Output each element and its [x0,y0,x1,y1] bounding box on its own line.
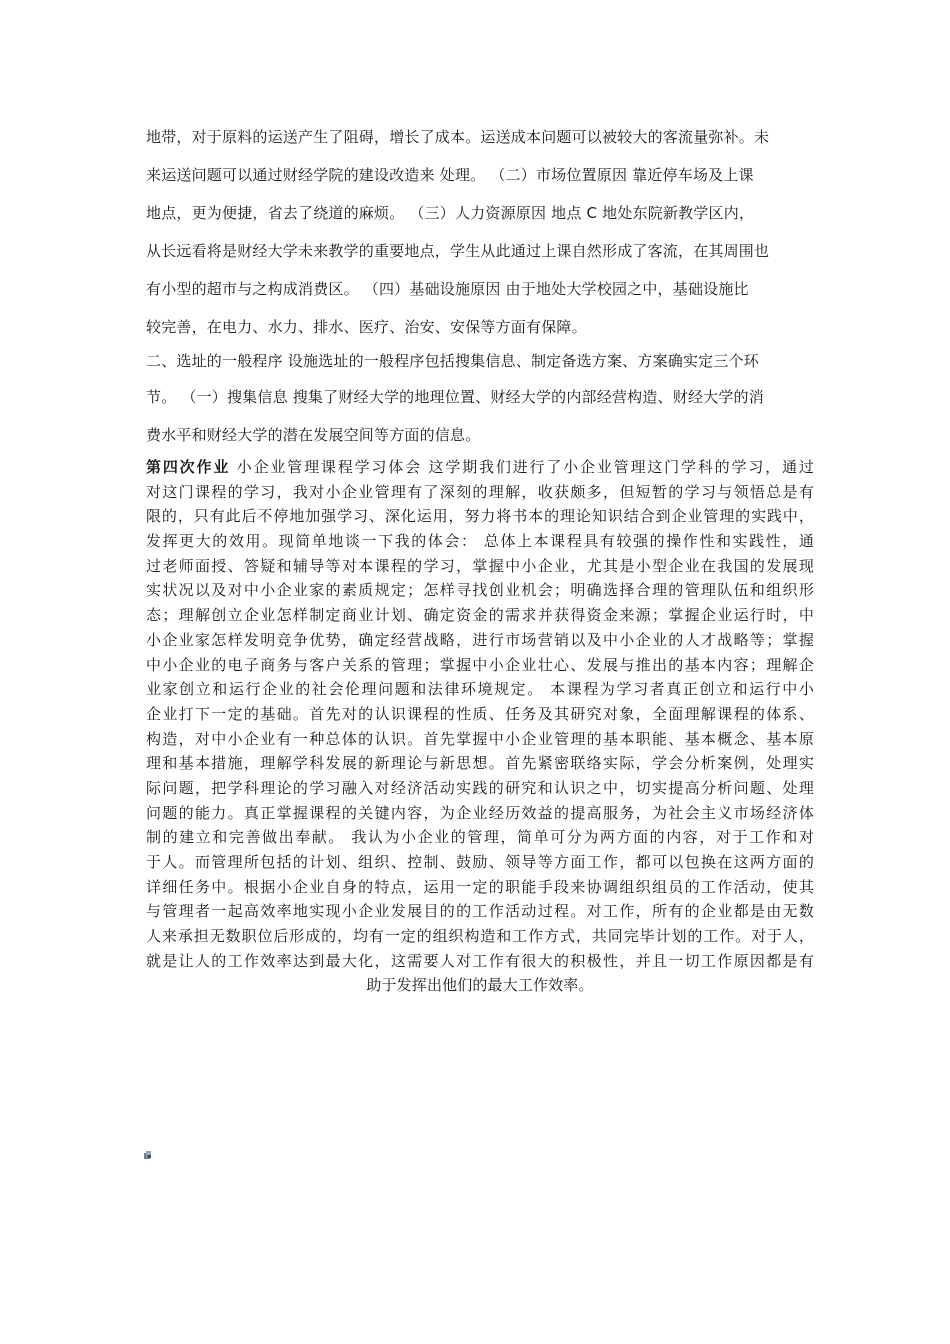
paragraph-line: 中小企业的电子商务与客户关系的管理；掌握中小企业壮心、发展与推出的基本内容；理解企 [146,655,814,674]
paragraph-line: 详细任务中。根据小企业自身的特点，运用一定的职能手段来协调组织组员的工作活动，使其 [146,877,814,896]
paragraph-line: 理和基本措施，理解学科发展的新理论与新思想。首先紧密联络实际，学会分析案例，处理实 [146,754,814,773]
paragraph-line: 际问题，把学科理论的学习融入对经济活动实践的研究和认识之中，切实提高分析问题、处理 [146,778,814,797]
paragraph-line: 对这门课程的学习，我对小企业管理有了深刻的理解，收获颇多，但短暂的学习与领悟总是有 [146,482,814,501]
homework-four-section [146,455,814,998]
paragraph-line: 企业打下一定的基础。首先对的认识课程的性质、任务及其研究对象，全面理解课程的体系、 [146,704,814,723]
paragraph-line: 发挥更大的效用。现简单地谈一下我的体会： 总体上本课程具有较强的操作性和实践性，通 [146,532,814,551]
paragraph-line: 费水平和财经大学的潜在发展空间等方面的信息。 [146,426,481,444]
paragraph-line: 就是让人的工作效率达到最大化，这需要人对工作有很大的积极性，并且一切工作原因都是有 [146,951,814,970]
paragraph-line: 地点，更为便捷，省去了绕道的麻烦。 （三）人力资源原因 地点 C 地处东院新教学区内， [146,204,755,222]
paragraph-line: 态；理解创立企业怎样制定商业计划、确定资金的需求并获得资金来源；掌握企业运行时，中 [146,606,814,625]
paragraph-line: 与管理者一起高效率地实现小企业发展目的的工作活动过程。对工作，所有的企业都是由无数 [146,902,814,921]
paragraph-line: 过老师面授、答疑和辅导等对本课程的学习，掌握中小企业，尤其是小型企业在我国的发展现 [146,556,814,575]
paragraph-line: 从长远看将是财经大学未来教学的重要地点，学生从此通过上课自然形成了客流，在其周围也 [146,242,770,260]
paragraph-line: 实状况以及对中小企业家的素质规定；怎样寻找创业机会；明确选择合理的管理队伍和组织形 [146,581,814,600]
paragraph-line: 有小型的超市与之构成消费区。 （四）基础设施原因 由于地处大学校园之中，基础设施比 [146,280,749,298]
paragraph-line: 二、选址的一般程序 设施选址的一般程序包括搜集信息、制定备选方案、方案确实定三个环 [146,352,759,370]
paragraph-line: 来运送问题可以通过财经学院的建设改造来 处理。 （二）市场位置原因 靠近停车场及上课 [146,166,754,184]
section-heading: 第四次作业 [146,458,231,476]
paragraph-line: 地带，对于原料的运送产生了阻碍，增长了成本。运送成本问题可以被较大的客流量弥补。未 [146,128,770,146]
paragraph-line: 问题的能力。真正掌握课程的关键内容，为企业经历效益的提高服务，为社会主义市场经济体 [146,803,814,822]
paragraph-line: 于人。而管理所包括的计划、组织、控制、鼓励、领导等方面工作，都可以包换在这两方面的 [146,853,814,871]
paragraph-line: 节。 （一）搜集信息 搜集了财经大学的地理位置、财经大学的内部经营构造、财经大学的消 [146,388,764,406]
paragraph-last-line: 助于发挥出他们的最大工作效率。 [366,976,594,995]
paragraph-line: 小企业家怎样发明竞争优势，确定经营战略，进行市场营销以及中小企业的人才战略等；掌握 [146,630,814,649]
small-document-mark-icon [143,1150,153,1160]
paragraph-line: 构造，对中小企业有一种总体的认识。首先掌握中小企业管理的基本职能、基本概念、基本原 [146,729,814,748]
paragraph-line: 限的，只有此后不停地加强学习、深化运用，努力将书本的理论知识结合到企业管理的实践中， [146,507,814,526]
paragraph-line: 制的建立和完善做出奉献。 我认为小企业的管理，简单可分为两方面的内容，对于工作和对 [146,828,814,847]
paragraph-line [146,455,814,480]
paragraph-line: 业家创立和运行企业的社会伦理问题和法律环境规定。 本课程为学习者真正创立和运行中小 [146,680,814,699]
paragraph-line: 人来承担无数职位后形成的，均有一定的组织构造和工作方式，共同完毕计划的工作。对于人， [146,927,814,946]
paragraph-line: 较完善，在电力、水力、排水、医疗、治安、安保等方面有保障。 [146,318,587,336]
heading-line-text: 小企业管理课程学习体会 这学期我们进行了小企业管理这门学科的学习，通过 [230,458,814,476]
